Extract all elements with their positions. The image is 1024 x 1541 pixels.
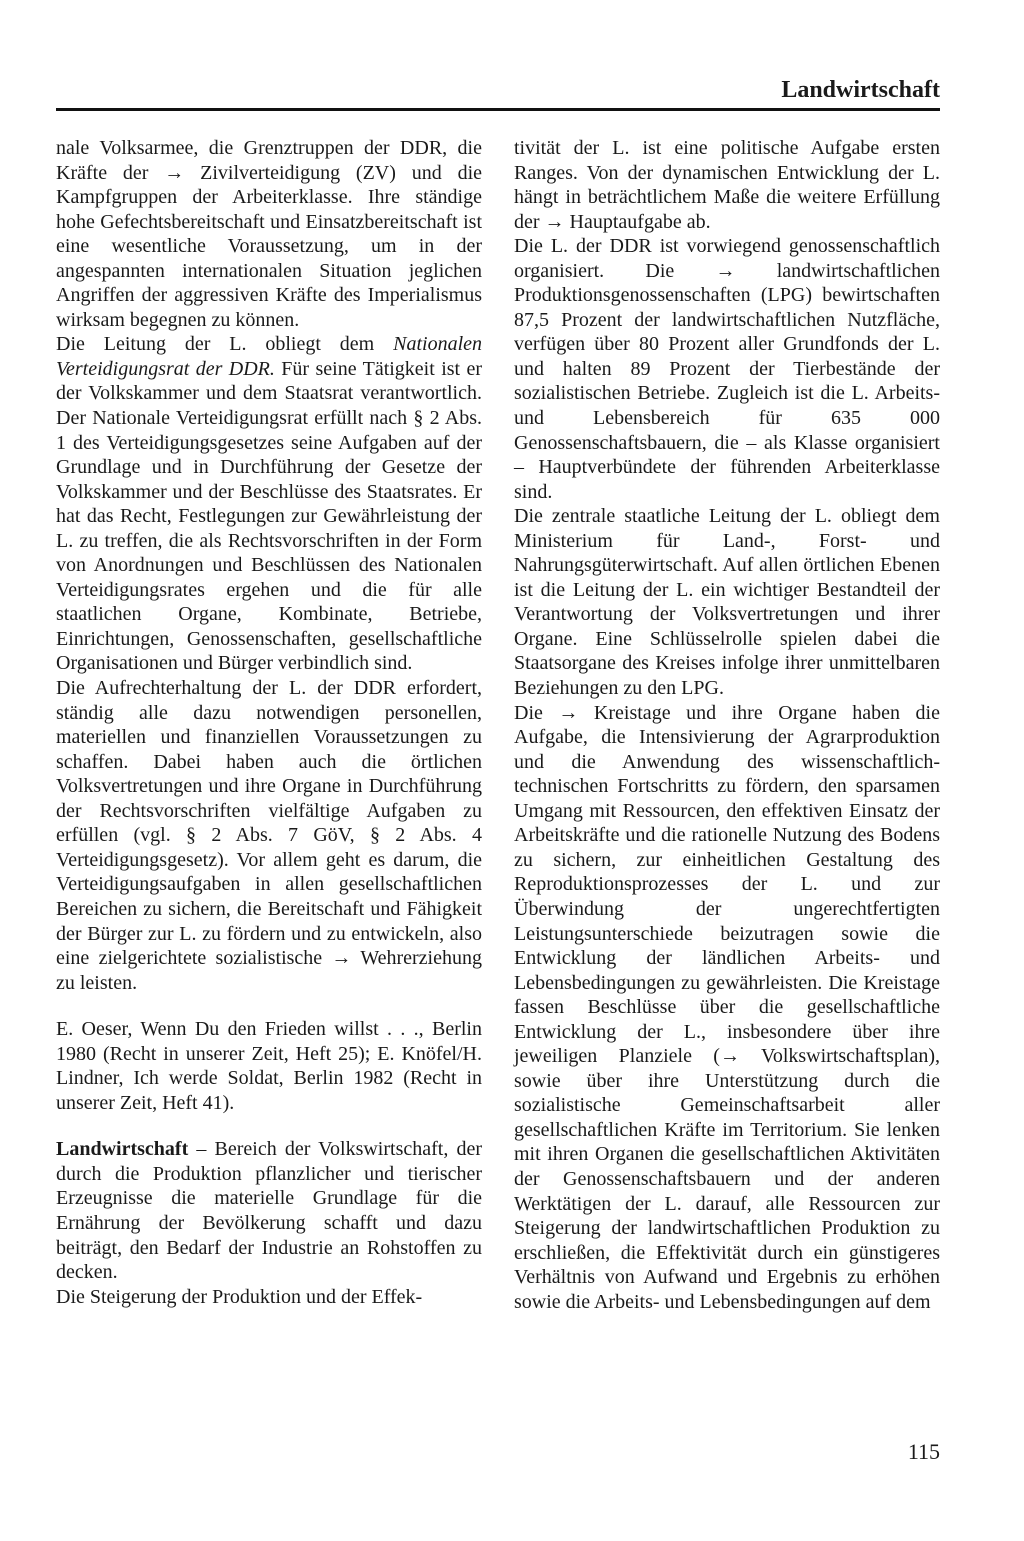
- running-title: Landwirtschaft: [781, 77, 940, 103]
- institution-name: Nationalen Verteidigungsrat der DDR.: [56, 333, 483, 380]
- paragraph: Die → Kreistage und ihre Organe haben die Aufgabe, die Intensivierung der Agrarproduktion und die Anwendung des wissenschaftlich-technischen Fortschritts zu fördern, den sparsamen Umgang mit Ressourcen, den effektiven Einsatz der Arbeitskräfte und die rationelle Nutzung des Bodens zu sichern, zur einheitlichen Gestaltung des Reproduktionsprozesses der L. und zur Überwindung der ungerechtfertigten Leistungsunterschiede beizutragen sowie die Entwicklung der ländlichen Arbeits- und Lebensbedingungen zu gewährleisten. Die Kreistage fassen Beschlüsse über die gesellschaftliche Entwicklung der L., insbesondere über ihre jeweiligen Planziele (→ Volkswirtschaftsplan), sowie über ihre Unterstützung durch die sozialistische Gemeinschaftsarbeit aller gesellschaftlichen Kräfte im Territorium. Sie lenken mit ihren Organen die gesellschaftlichen Aktivitäten der Genossenschaftsbauern und der anderen Werktätigen der L. darauf, alle Ressourcen zur Steigerung der landwirtschaftlichen Produktion zu erschließen, die Effektivität durch ein günstigeres Verhältnis von Aufwand und Ergebnis zu erhöhen sowie die Arbeits- und Lebensbedingungen auf dem: [514, 701, 940, 1313]
- right-column: [514, 136, 940, 1314]
- paragraph: Die zentrale staatliche Leitung der L. obliegt dem Ministerium für Land-, Forst- und Nahrungsgüterwirtschaft. Auf allen örtlichen Ebenen ist die Leitung der L. ein wichtiger Bestandteil der Verantwortung der Volksvertretungen und ihrer Organe. Eine Schlüsselrolle spielen dabei die Staatsorgane des Kreises infolge ihrer unmittelbaren Beziehungen zu den LPG.: [514, 505, 940, 700]
- paragraph-text: Für seine Tätigkeit ist er der Volkskammer und dem Staatsrat verantwortlich. Der Nationale Verteidigungsrat erfüllt nach § 2 Abs. 1 des Verteidigungsgesetzes seine Aufgaben auf der Grundlage und in Durchführung der Gesetze der Volkskammer und der Beschlüsse des Staatsrates. Er hat das Recht, Festlegungen zur Gewährleistung der L. zu treffen, die als Rechtsvorschriften in der Form von Anordnungen und Beschlüssen des Nationalen Verteidigungsrates ergehen und die für alle staatlichen Organe, Kombinate, Betriebe, Einrichtungen, Genossenschaften, gesellschaftliche Organisationen und Bürger verbindlich sind.: [56, 357, 483, 675]
- paragraph: Die Aufrechterhaltung der L. der DDR erfordert, ständig alle dazu notwendigen personellen, materiellen und finanziellen Voraussetzungen zu schaffen. Dabei haben auch die örtlichen Volksvertretungen und ihre Organe in Durchführung der Rechtsvorschriften vielfältige Aufgaben zu erfüllen (vgl. § 2 Abs. 7 GöV, § 2 Abs. 4 Verteidigungsgesetz). Vor allem geht es darum, die Verteidigungsaufgaben in allen gesellschaftlichen Bereichen zu sichern, die Bereitschaft und Fähigkeit der Bürger zur L. zu fördern und zu entwickeln, also eine zielgerichtete sozialistische → Wehrerziehung zu leisten.: [56, 677, 482, 994]
- entry-lemma: Landwirtschaft: [56, 1138, 189, 1161]
- left-column: [56, 136, 482, 1309]
- paragraph: Die Steigerung der Produktion und der Effek-: [56, 1285, 423, 1308]
- paragraph: tivität der L. ist eine politische Aufgabe ersten Ranges. Von der dynamischen Entwicklung der L. hängt in beträchtlichem Maße die weitere Erfüllung der → Hauptaufgabe ab.: [514, 137, 940, 233]
- paragraph: [56, 332, 482, 676]
- header-rule: [56, 108, 940, 111]
- paragraph-text: Die Leitung der L. obliegt dem: [56, 333, 375, 356]
- dictionary-entry: [56, 1137, 482, 1284]
- page-number: 115: [907, 1439, 940, 1464]
- entry-definition: – Bereich der Volkswirtschaft, der durch die Produktion pflanzlicher und tierischer Erzeugnisse die materielle Grundlage für die Ernährung der Bevölkerung schafft und dazu beiträgt, den Bedarf der Industrie an Rohstoffen zu decken.: [56, 1138, 483, 1284]
- references: E. Oeser, Wenn Du den Frieden willst . . ., Berlin 1980 (Recht in unserer Zeit, Heft 25); E. Knöfel/H. Lindner, Ich werde Soldat, Berlin 1982 (Recht in unserer Zeit, Heft 41).: [56, 1018, 482, 1114]
- paragraph: Die L. der DDR ist vorwiegend genossenschaftlich organisiert. Die → landwirtschaftlichen Produktionsgenossenschaften (LPG) bewirtschaften 87,5 Prozent der landwirtschaftlichen Nutzfläche, verfügen über 80 Prozent aller Grundfonds der L. und halten 89 Prozent der Tierbestände der sozialistischen Betriebe. Zugleich ist die L. Arbeits- und Lebensbereich für 635 000 Genossenschaftsbauern, die – als Klasse organisiert – Hauptverbündete der führenden Arbeiterklasse sind.: [514, 235, 940, 503]
- paragraph: nale Volksarmee, die Grenztruppen der DDR, die Kräfte der → Zivilverteidigung (ZV) und die Kampfgruppen der Arbeiterklasse. Ihre ständige hohe Gefechtsbereitschaft und Einsatzbereitschaft ist eine wesentliche Voraussetzung, um in der angespannten internationalen Situation jeglichen Angriffen der aggressiven Kräfte des Imperialismus wirksam begegnen zu können.: [56, 137, 482, 331]
